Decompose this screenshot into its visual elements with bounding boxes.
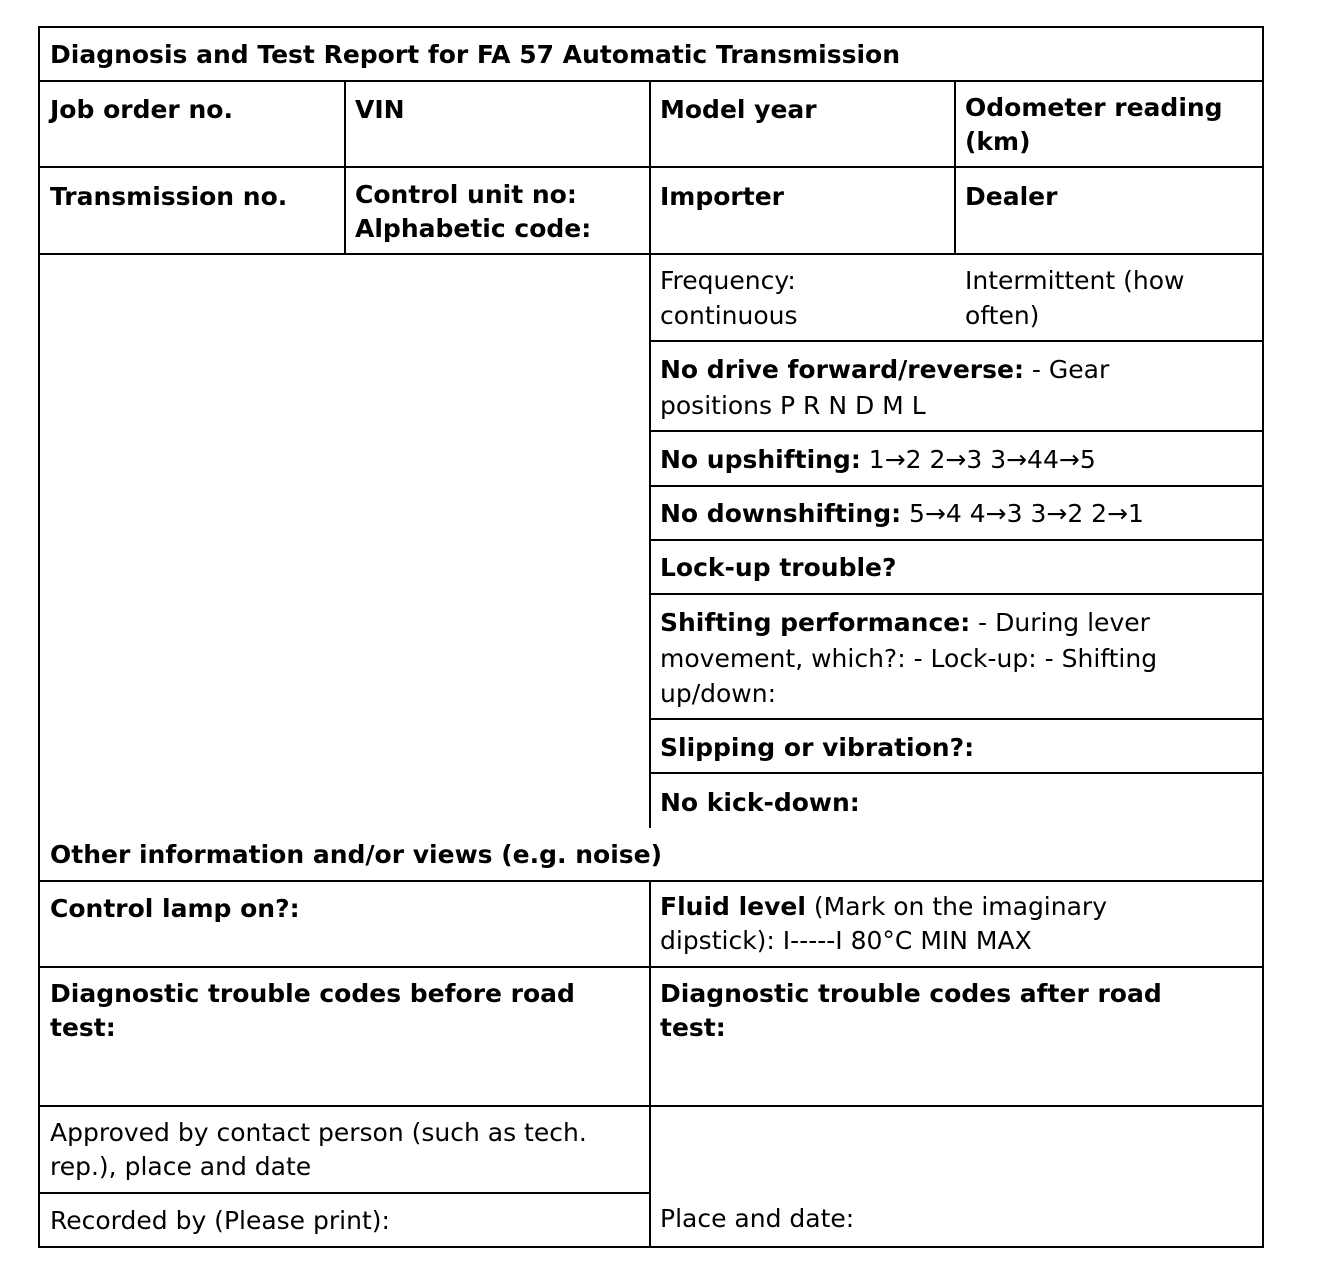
model-year-label: Model year — [660, 95, 817, 124]
divider — [649, 80, 651, 828]
odometer-unit: (km) — [965, 127, 1031, 156]
fluid-level-label: Fluid level — [660, 892, 806, 921]
divider — [649, 880, 651, 1248]
divider — [344, 80, 346, 255]
divider — [649, 539, 1264, 541]
place-date-label: Place and date: — [660, 1204, 855, 1233]
divider — [649, 593, 1264, 595]
dtc-before-label-line2: test: — [50, 1013, 116, 1042]
other-info-label: Other information and/or views (e.g. noise) — [50, 840, 663, 869]
divider — [649, 485, 1264, 487]
fluid-level-text: (Mark on the imaginary — [805, 892, 1107, 921]
frequency-continuous: continuous — [660, 301, 798, 330]
job-order-label: Job order no. — [50, 95, 233, 124]
gear-positions: positions P R N D M L — [660, 391, 926, 420]
importer-label: Importer — [660, 182, 784, 211]
divider — [649, 718, 1264, 720]
divider — [649, 772, 1264, 774]
shifting-text-line2: movement, which?: - Lock-up: - Shifting — [660, 644, 1158, 673]
shifting-text-line3: up/down: — [660, 679, 777, 708]
frequency-label: Frequency: — [660, 266, 796, 295]
intermittent-note: often) — [965, 301, 1040, 330]
transmission-no-label: Transmission no. — [50, 182, 288, 211]
divider — [38, 166, 1264, 168]
report-title: Diagnosis and Test Report for FA 57 Automatic Transmission — [50, 40, 901, 69]
divider — [38, 1192, 651, 1194]
divider — [38, 253, 1264, 255]
fluid-level-row — [660, 889, 1107, 924]
dtc-after-label-line2: test: — [660, 1013, 726, 1042]
dtc-before-label: Diagnostic trouble codes before road — [50, 979, 575, 1008]
no-upshift-label: No upshifting: — [660, 445, 861, 474]
divider — [954, 80, 956, 255]
lockup-label: Lock-up trouble? — [660, 553, 897, 582]
shifting-label: Shifting performance: — [660, 608, 971, 637]
alphabetic-code-label: Alphabetic code: — [355, 214, 592, 243]
slipping-label: Slipping or vibration?: — [660, 733, 975, 762]
dtc-after-label: Diagnostic trouble codes after road — [660, 979, 1162, 1008]
dealer-label: Dealer — [965, 182, 1058, 211]
divider — [38, 1105, 1264, 1107]
no-upshift-row — [660, 442, 1096, 477]
kickdown-label: No kick-down: — [660, 788, 860, 817]
divider — [38, 80, 1264, 82]
approved-by-label-line2: rep.), place and date — [50, 1152, 312, 1181]
intermittent-label: Intermittent (how — [965, 266, 1185, 295]
odometer-label: Odometer reading — [965, 93, 1223, 122]
no-drive-row — [660, 352, 1109, 387]
control-unit-label: Control unit no: — [355, 180, 577, 209]
no-downshift-row — [660, 496, 1144, 531]
divider — [38, 880, 1264, 882]
no-drive-label: No drive forward/reverse: — [660, 355, 1024, 384]
dipstick-scale: dipstick): I-----I 80°C MIN MAX — [660, 926, 1032, 955]
divider — [649, 430, 1264, 432]
no-downshift-gears: 5→4 4→3 3→2 2→1 — [901, 499, 1144, 528]
divider — [38, 966, 1264, 968]
no-downshift-label: No downshifting: — [660, 499, 902, 528]
no-upshift-gears: 1→2 2→3 3→44→5 — [860, 445, 1096, 474]
no-drive-text: - Gear — [1023, 355, 1110, 384]
divider — [649, 340, 1264, 342]
shifting-row — [660, 605, 1150, 640]
approved-by-label: Approved by contact person (such as tech. — [50, 1118, 587, 1147]
recorded-by-label: Recorded by (Please print): — [50, 1206, 390, 1235]
shifting-text: - During lever — [970, 608, 1150, 637]
vin-label: VIN — [355, 95, 405, 124]
control-lamp-label: Control lamp on?: — [50, 894, 300, 923]
